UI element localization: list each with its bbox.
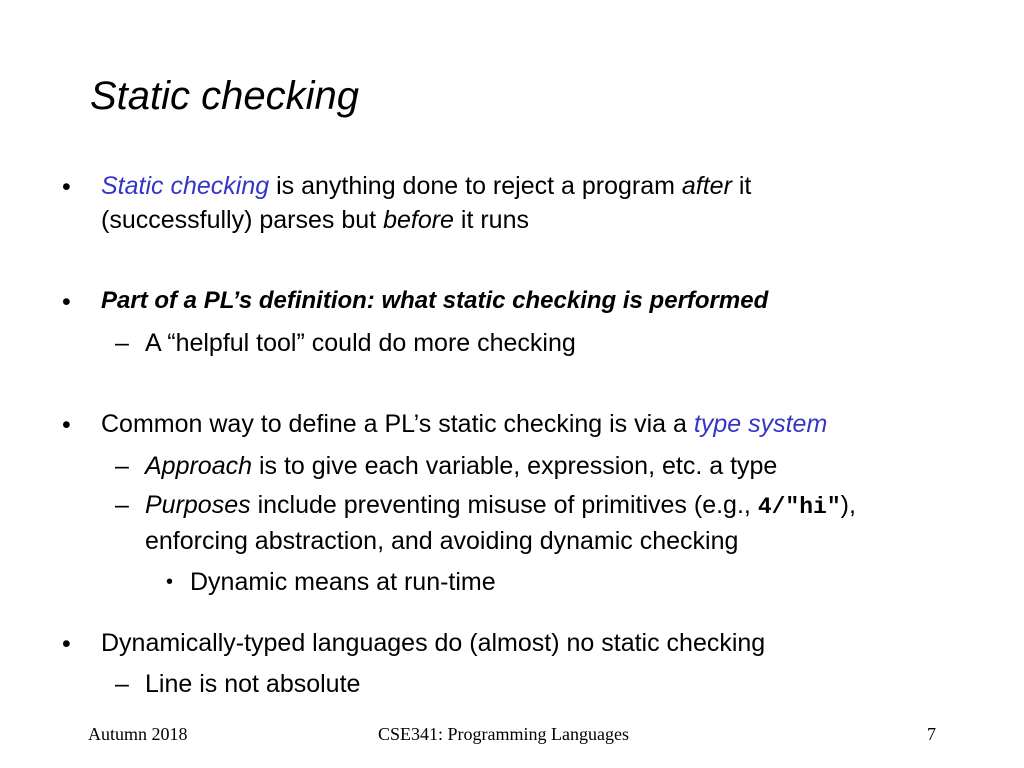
bullet-4-marker: •: [62, 630, 71, 658]
bullet-1-marker: •: [62, 173, 71, 201]
after-emphasis: after: [681, 172, 732, 200]
bullet-3-sub-2-line-2: enforcing abstraction, and avoiding dynamic checking: [145, 527, 739, 555]
bullet-2-sub-1-marker: –: [115, 329, 129, 357]
bullet-2-marker: •: [62, 288, 71, 316]
slide-title: Static checking: [90, 74, 360, 118]
bullet-3-sub-2-line-1: Purposes include preventing misuse of primitives (e.g., 4/"hi"),: [145, 491, 856, 520]
bullet-4-sub-1: Line is not absolute: [145, 670, 361, 698]
type-system-term: type system: [693, 410, 828, 438]
bullet-3-marker: •: [62, 411, 71, 439]
bullet-3-sub-1-marker: –: [115, 452, 129, 480]
bullet-3-sub-2-marker: –: [115, 491, 129, 519]
approach-emphasis: Approach: [145, 452, 253, 480]
bullet-3-text: Common way to define a PL’s static checking is via a type system: [101, 410, 828, 438]
code-example: 4/"hi": [757, 494, 841, 520]
static-checking-term: Static checking: [101, 172, 270, 200]
footer-date: Autumn 2018: [88, 724, 188, 744]
purposes-emphasis: Purposes: [145, 491, 251, 519]
bullet-4-text: Dynamically-typed languages do (almost) no static checking: [101, 629, 766, 657]
bullet-2-sub-1: A “helpful tool” could do more checking: [145, 329, 576, 357]
bullet-3-subsub: Dynamic means at run-time: [190, 568, 496, 596]
bullet-3-sub-1: Approach is to give each variable, expression, etc. a type: [145, 452, 778, 480]
bullet-2-text: Part of a PL’s definition: what static checking is performed: [101, 287, 769, 314]
bullet-3-subsub-marker: •: [166, 571, 174, 593]
bullet-1-line-1: Static checking is anything done to reject a program after it: [101, 172, 752, 200]
bullet-1-line-2: (successfully) parses but before it runs: [101, 206, 529, 234]
slide-number: 7: [927, 724, 936, 744]
before-emphasis: before: [383, 206, 454, 234]
footer-course: CSE341: Programming Languages: [378, 724, 629, 744]
bullet-4-sub-1-marker: –: [115, 670, 129, 698]
